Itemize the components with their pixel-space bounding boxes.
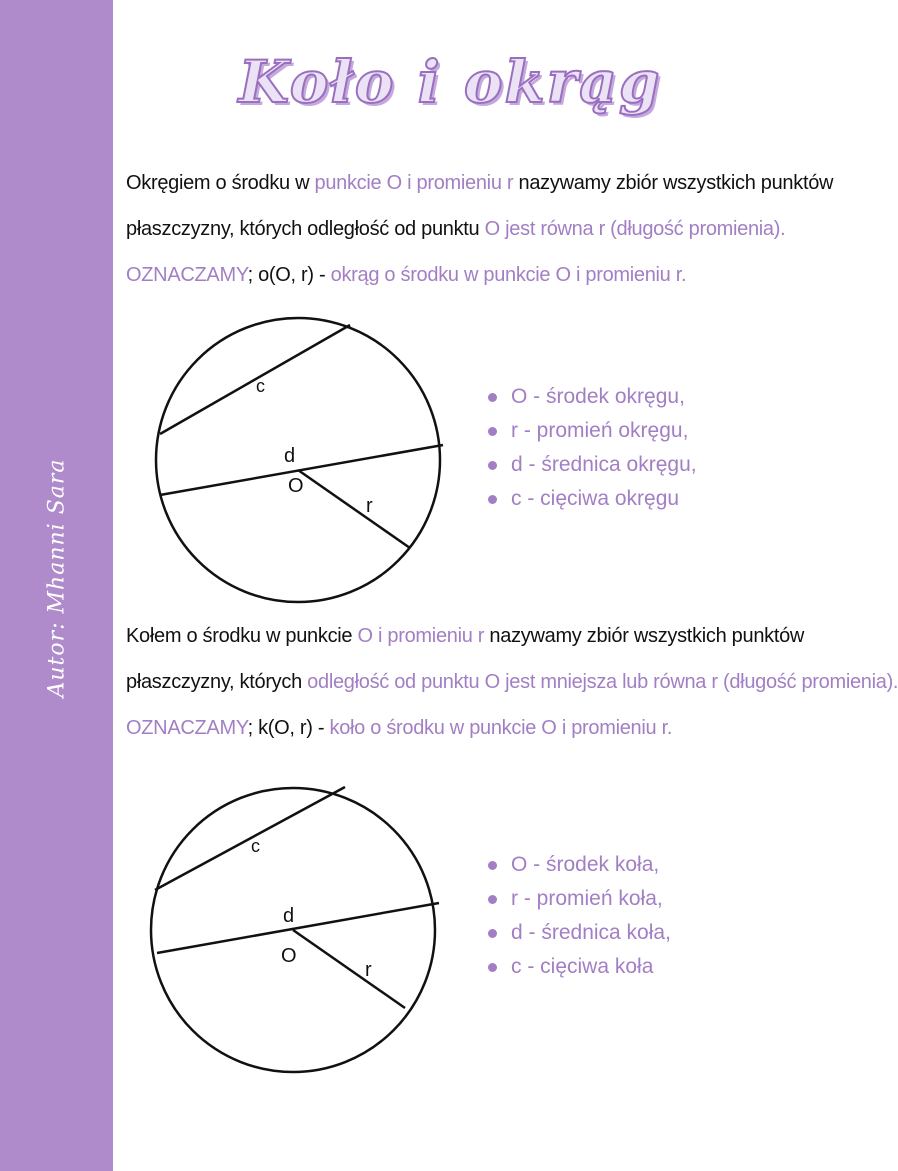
legend-item bbox=[488, 882, 671, 916]
definition-line bbox=[126, 206, 816, 252]
text-segment: O jest równa r (długość promienia). bbox=[484, 218, 786, 240]
legend-text: O - środek okręgu, bbox=[511, 385, 685, 408]
definition-line bbox=[126, 160, 834, 206]
text-segment: Kołem o środku w punkcie bbox=[126, 625, 358, 647]
diameter-label: d bbox=[283, 905, 295, 927]
text-segment: punkcie O i promieniu r bbox=[314, 172, 514, 194]
text-segment: Okręgiem o środku w bbox=[126, 172, 315, 194]
text-segment: ; k(O, r) - bbox=[247, 717, 330, 739]
radius-line bbox=[293, 930, 405, 1008]
radius-label: r bbox=[365, 959, 372, 981]
legend-text: d - średnica okręgu, bbox=[511, 453, 697, 476]
definition-kolo bbox=[126, 613, 898, 751]
bullet-icon bbox=[488, 929, 497, 938]
chord-label: c bbox=[251, 836, 260, 856]
circle-diagram-okrag bbox=[148, 300, 458, 610]
bullet-icon bbox=[488, 427, 497, 436]
definition-line bbox=[126, 613, 816, 659]
legend-text: d - średnica koła, bbox=[511, 921, 671, 944]
page-title: Koło i okrąg bbox=[238, 48, 662, 116]
legend-item bbox=[488, 448, 697, 482]
text-segment: odległość od punktu O jest mniejsza lub równa r (długość promienia). bbox=[307, 671, 898, 693]
bullet-icon bbox=[488, 861, 497, 870]
text-segment: OZNACZAMY bbox=[126, 717, 248, 739]
notation-line bbox=[126, 252, 816, 298]
circle-diagram-kolo bbox=[143, 770, 453, 1080]
legend-item bbox=[488, 848, 671, 882]
legend-item bbox=[488, 380, 697, 414]
bullet-icon bbox=[488, 461, 497, 470]
text-segment: płaszczyzny, których odległość od punktu bbox=[126, 218, 485, 240]
legend-item bbox=[488, 482, 697, 516]
radius-label: r bbox=[366, 495, 373, 517]
legend-okrag bbox=[488, 380, 697, 516]
bullet-icon bbox=[488, 393, 497, 402]
center-label: O bbox=[281, 945, 297, 967]
text-segment: okrąg o środku w punkcie O i promieniu r. bbox=[330, 264, 687, 286]
text-segment: ; o(O, r) - bbox=[247, 264, 331, 286]
notation-line bbox=[126, 705, 816, 751]
chord-label: c bbox=[256, 376, 265, 396]
legend-text: O - środek koła, bbox=[511, 853, 660, 876]
radius-line bbox=[298, 470, 410, 548]
circle-outline bbox=[156, 318, 440, 602]
text-segment: nazywamy zbiór wszystkich punktów bbox=[513, 172, 834, 194]
legend-kolo bbox=[488, 848, 671, 984]
bullet-icon bbox=[488, 963, 497, 972]
legend-text: c - cięciwa koła bbox=[511, 955, 654, 978]
text-segment: nazywamy zbiór wszystkich punktów bbox=[484, 625, 805, 647]
chord-line bbox=[160, 325, 350, 434]
definition-okrag bbox=[126, 160, 834, 298]
diameter-label: d bbox=[284, 445, 296, 467]
legend-item bbox=[488, 916, 671, 950]
bullet-icon bbox=[488, 895, 497, 904]
text-segment: płaszczyzny, których bbox=[126, 671, 308, 693]
legend-item bbox=[488, 950, 671, 984]
text-segment: O i promieniu r bbox=[357, 625, 485, 647]
diameter-line bbox=[157, 903, 439, 953]
legend-text: r - promień okręgu, bbox=[511, 419, 689, 442]
definition-line bbox=[126, 659, 898, 705]
bullet-icon bbox=[488, 495, 497, 504]
legend-text: c - cięciwa okręgu bbox=[511, 487, 680, 510]
sidebar bbox=[0, 0, 113, 1171]
text-segment: koło o środku w punkcie O i promieniu r. bbox=[329, 717, 673, 739]
center-label: O bbox=[288, 475, 304, 497]
text-segment: OZNACZAMY bbox=[126, 264, 248, 286]
author-label: Autor: Mhanni Sara bbox=[44, 458, 70, 698]
legend-text: r - promień koła, bbox=[511, 887, 663, 910]
legend-item bbox=[488, 414, 697, 448]
